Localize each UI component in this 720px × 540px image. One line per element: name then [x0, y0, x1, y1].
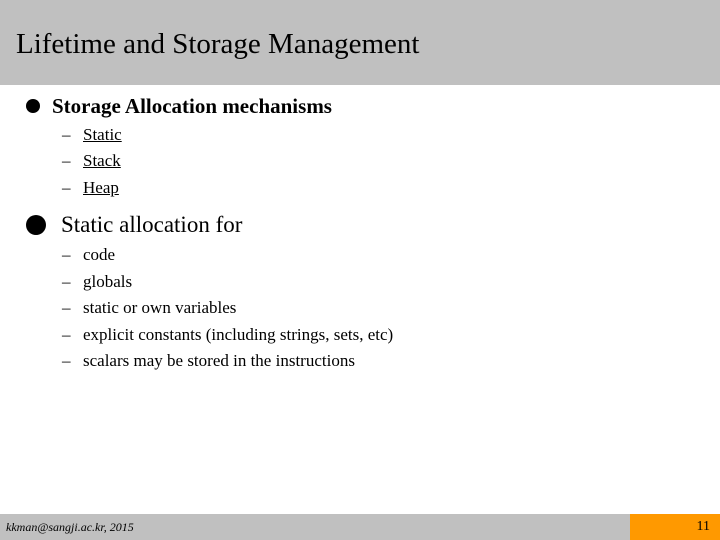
- sub-item-stack[interactable]: [62, 148, 121, 174]
- sub-item-text: static or own variables: [83, 298, 237, 317]
- footer-email: kkman@sangji.ac.kr, 2015: [6, 520, 134, 534]
- dash-icon: –: [62, 325, 71, 344]
- sub-item-code: [62, 242, 115, 268]
- bullet-dot-icon: [26, 99, 40, 113]
- page-number-box: [630, 514, 720, 540]
- page-number: 11: [696, 519, 710, 534]
- dash-icon: –: [62, 272, 71, 291]
- title-bar: [0, 0, 720, 85]
- bullet-text: Storage Allocation mechanisms: [52, 93, 332, 118]
- slide-title: Lifetime and Storage Management: [16, 28, 420, 60]
- bullet-static-allocation: [26, 210, 242, 240]
- sub-item-heap[interactable]: [62, 175, 119, 201]
- sub-item-link[interactable]: Stack: [83, 151, 121, 170]
- sub-item-link[interactable]: Heap: [83, 178, 119, 197]
- sub-item-explicit-constants: [62, 322, 393, 348]
- sub-item-text: code: [83, 245, 116, 264]
- sub-item-static-own-variables: [62, 295, 236, 321]
- sub-item-static[interactable]: [62, 122, 122, 148]
- dash-icon: –: [62, 245, 71, 264]
- dash-icon: –: [62, 298, 71, 317]
- sub-item-scalars: [62, 348, 355, 374]
- footer-bar: [0, 514, 720, 540]
- bullet-storage-allocation: [26, 91, 332, 121]
- dash-icon: –: [62, 351, 71, 370]
- sub-item-globals: [62, 269, 132, 295]
- sub-item-text: globals: [83, 272, 133, 291]
- sub-item-text: explicit constants (including strings, sets, etc): [83, 325, 394, 344]
- dash-icon: –: [62, 151, 71, 170]
- bullet-text: Static allocation for: [61, 212, 243, 237]
- dash-icon: –: [62, 125, 71, 144]
- dash-icon: –: [62, 178, 71, 197]
- bullet-dot-icon: [26, 215, 46, 235]
- sub-item-text: scalars may be stored in the instructions: [83, 351, 355, 370]
- sub-item-link[interactable]: Static: [83, 125, 122, 144]
